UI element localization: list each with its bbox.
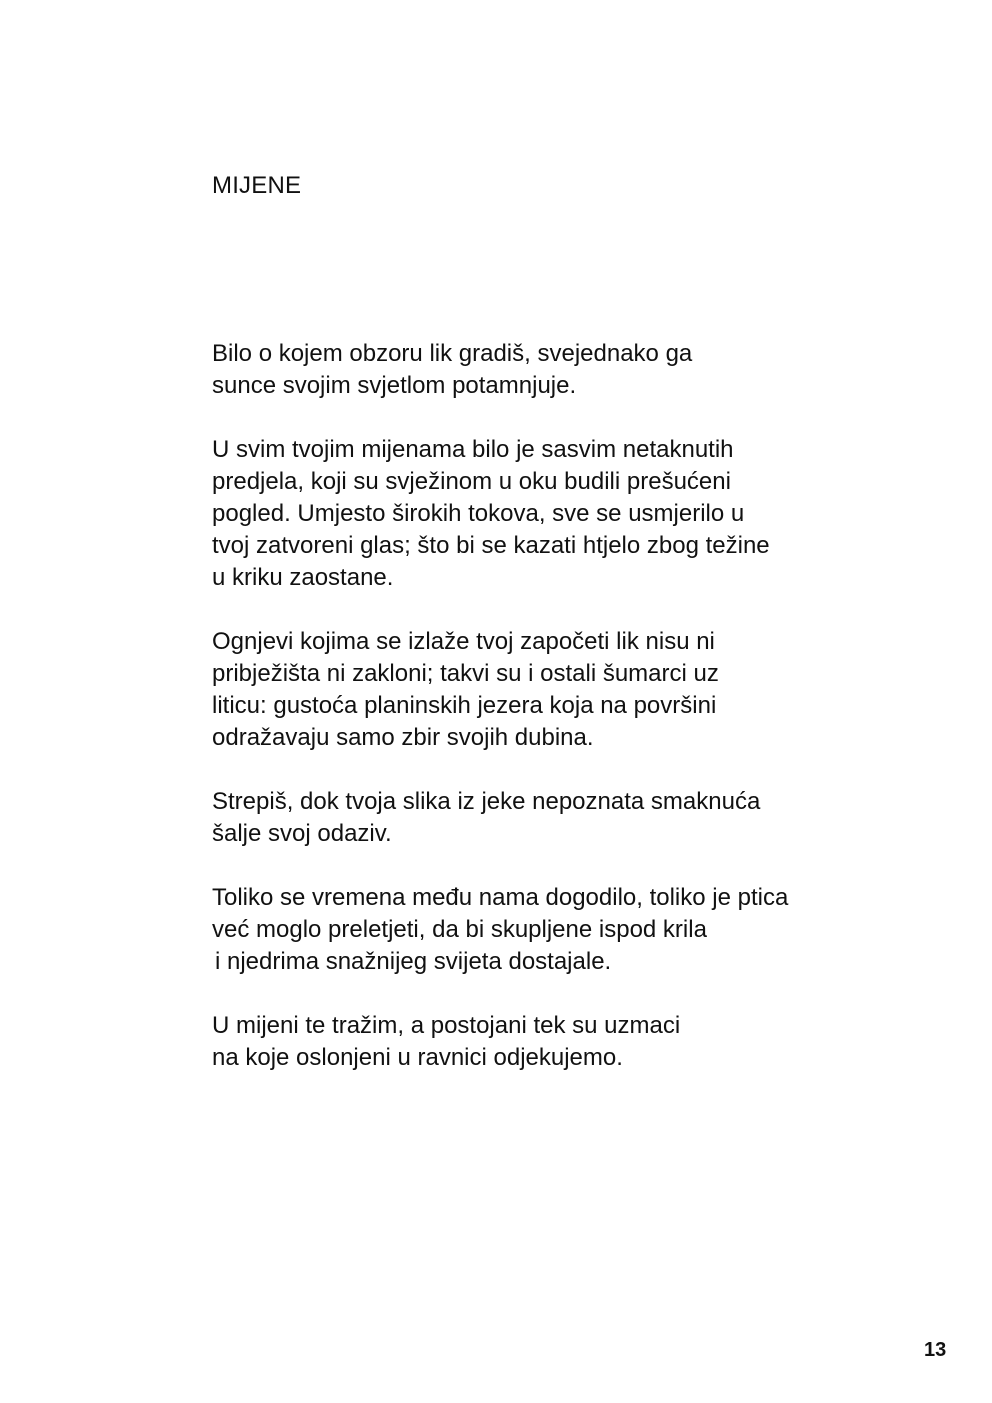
- poem-line: odražavaju samo zbir svojih dubina.: [212, 724, 594, 751]
- stanza-2: [212, 434, 912, 594]
- poem-line: pogled. Umjesto širokih tokova, sve se usmjerilo u: [212, 500, 745, 527]
- poem-line: šalje svoj odaziv.: [212, 820, 392, 847]
- poem-line: sunce svojim svjetlom potamnjuje.: [212, 372, 577, 399]
- poem-line: U svim tvojim mijenama bilo je sasvim netaknutih: [212, 436, 734, 463]
- poem-line: Bilo o kojem obzoru lik gradiš, svejednako ga: [212, 340, 693, 367]
- poem-line: već moglo preletjeti, da bi skupljene ispod krila: [212, 916, 707, 943]
- poem-line: i njedrima snažnijeg svijeta dostajale.: [215, 948, 612, 975]
- poem-line: u kriku zaostane.: [212, 564, 394, 591]
- stanza-4: [212, 786, 912, 850]
- poem-title: MIJENE: [212, 172, 302, 199]
- poem-line: Toliko se vremena među nama dogodilo, toliko je ptica: [212, 884, 789, 911]
- page-number: 13: [924, 1339, 947, 1361]
- poem-line: Strepiš, dok tvoja slika iz jeke nepoznata smaknuća: [212, 788, 761, 815]
- stanza-1: [212, 338, 912, 402]
- stanza-3: [212, 626, 912, 754]
- poem-line: U mijeni te tražim, a postojani tek su uzmaci: [212, 1012, 681, 1039]
- poem-line: liticu: gustoća planinskih jezera koja na površini: [212, 692, 717, 719]
- stanza-6: [212, 1010, 912, 1074]
- poem-line: pribježišta ni zakloni; takvi su i ostali šumarci uz: [212, 660, 719, 687]
- poem-line: na koje oslonjeni u ravnici odjekujemo.: [212, 1044, 623, 1071]
- poem-line: Ognjevi kojima se izlaže tvoj započeti lik nisu ni: [212, 628, 715, 655]
- poem-body: [212, 338, 912, 1106]
- poem-line: predjela, koji su svježinom u oku budili prešućeni: [212, 468, 731, 495]
- stanza-5: [212, 882, 912, 978]
- poem-line: tvoj zatvoreni glas; što bi se kazati htjelo zbog težine: [212, 532, 770, 559]
